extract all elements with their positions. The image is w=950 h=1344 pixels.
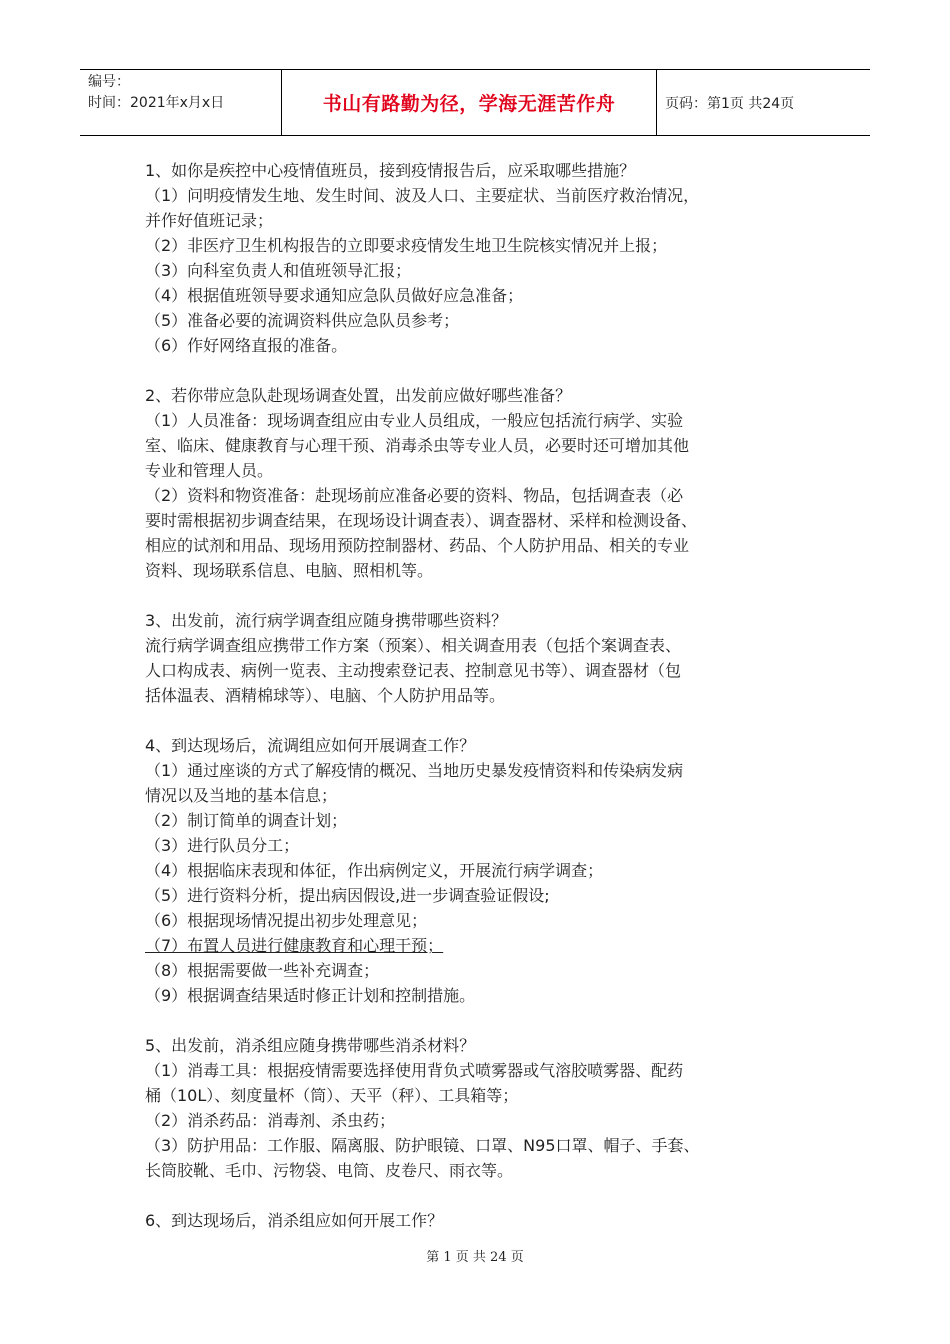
text-line: 相应的试剂和用品、现场用预防控制器材、药品、个人防护用品、相关的专业 [145,536,690,555]
text-line: （1）人员准备：现场调查组应由专业人员组成，一般应包括流行病学、实验 [145,411,684,430]
text-line: （1）消毒工具：根据疫情需要选择使用背负式喷雾器或气溶胶喷雾器、配药 [145,1061,684,1080]
text-line: （4）根据值班领导要求通知应急队员做好应急准备； [145,286,524,305]
text-line: （6）根据现场情况提出初步处理意见； [145,911,428,930]
text-line: （9）根据调查结果适时修正计划和控制措施。 [145,986,476,1005]
text-line: 4、到达现场后，流调组应如何开展调查工作？ [145,736,476,755]
text-line: （4）根据临床表现和体征，作出病例定义，开展流行病学调查； [145,861,604,880]
text-line: 专业和管理人员。 [145,461,274,480]
text-line: （5）进行资料分析，提出病因假设,进一步调查验证假设; [145,886,550,905]
paragraph-gap [145,1183,815,1208]
text-line: （2）消杀药品：消毒剂、杀虫药； [145,1111,396,1130]
text-line: 2、若你带应急队赴现场调查处置，出发前应做好哪些准备？ [145,386,572,405]
text-line: （3）进行队员分工； [145,836,300,855]
text-line: 5、出发前，消杀组应随身携带哪些消杀材料？ [145,1036,476,1055]
text-line: 资料、现场联系信息、电脑、照相机等。 [145,561,434,580]
text-line: 情况以及当地的基本信息； [145,786,338,805]
text-line: 并作好值班记录； [145,211,274,230]
text-line: （7）布置人员进行健康教育和心理干预； [145,936,444,955]
paragraph-gap [145,1008,815,1033]
document-body [145,158,815,1233]
text-line: 括体温表、酒精棉球等）、电脑、个人防护用品等。 [145,686,506,705]
text-line: （1）通过座谈的方式了解疫情的概况、当地历史暴发疫情资料和传染病发病 [145,761,684,780]
text-line: 长筒胶靴、毛巾、污物袋、电筒、皮卷尺、雨衣等。 [145,1161,514,1180]
text-line: （8）根据需要做一些补充调查； [145,961,380,980]
time-label: 时间：2021年x月x日 [88,95,225,111]
text-line: 人口构成表、病例一览表、主动搜索登记表、控制意见书等）、调查器材（包 [145,661,682,680]
text-line: （6）作好网络直报的准备。 [145,336,348,355]
header-meta [80,70,282,135]
page-footer: 第 1 页 共 24 页 [426,1250,524,1265]
text-line: （2）制订简单的调查计划； [145,811,348,830]
text-line: （2）非医疗卫生机构报告的立即要求疫情发生地卫生院核实情况并上报； [145,236,668,255]
header-page-info: 页码：第1页 共24页 [665,95,795,112]
text-line: （2）资料和物资准备：赴现场前应准备必要的资料、物品，包括调查表（必 [145,486,684,505]
text-line: （3）向科室负责人和值班领导汇报； [145,261,412,280]
text-line: 3、出发前，流行病学调查组应随身携带哪些资料？ [145,611,508,630]
page-header [80,69,870,136]
header-motto: 书山有路勤为径，学海无涯苦作舟 [282,70,657,135]
paragraph-gap [145,358,815,383]
paragraph-gap [145,708,815,733]
text-line: 6、到达现场后，消杀组应如何开展工作？ [145,1211,444,1230]
text-line: （3）防护用品：工作服、隔离服、防护眼镜、口罩、N95口罩、帽子、手套、 [145,1136,700,1155]
text-line: （5）准备必要的流调资料供应急队员参考； [145,311,460,330]
number-label: 编号： [88,74,130,90]
text-line: 要时需根据初步调查结果，在现场设计调查表）、调查器材、采样和检测设备、 [145,511,698,530]
text-line: 流行病学调查组应携带工作方案（预案）、相关调查用表（包括个案调查表、 [145,636,682,655]
text-line: 桶（10L）、刻度量杯（筒）、天平（秤）、工具箱等； [145,1086,519,1105]
text-line: 1、如你是疾控中心疫情值班员，接到疫情报告后，应采取哪些措施？ [145,161,636,180]
text-line: （1）问明疫情发生地、发生时间、波及人口、主要症状、当前医疗救治情况， [145,186,700,205]
text-line: 室、临床、健康教育与心理干预、消毒杀虫等专业人员，必要时还可增加其他 [145,436,690,455]
paragraph-gap [145,583,815,608]
